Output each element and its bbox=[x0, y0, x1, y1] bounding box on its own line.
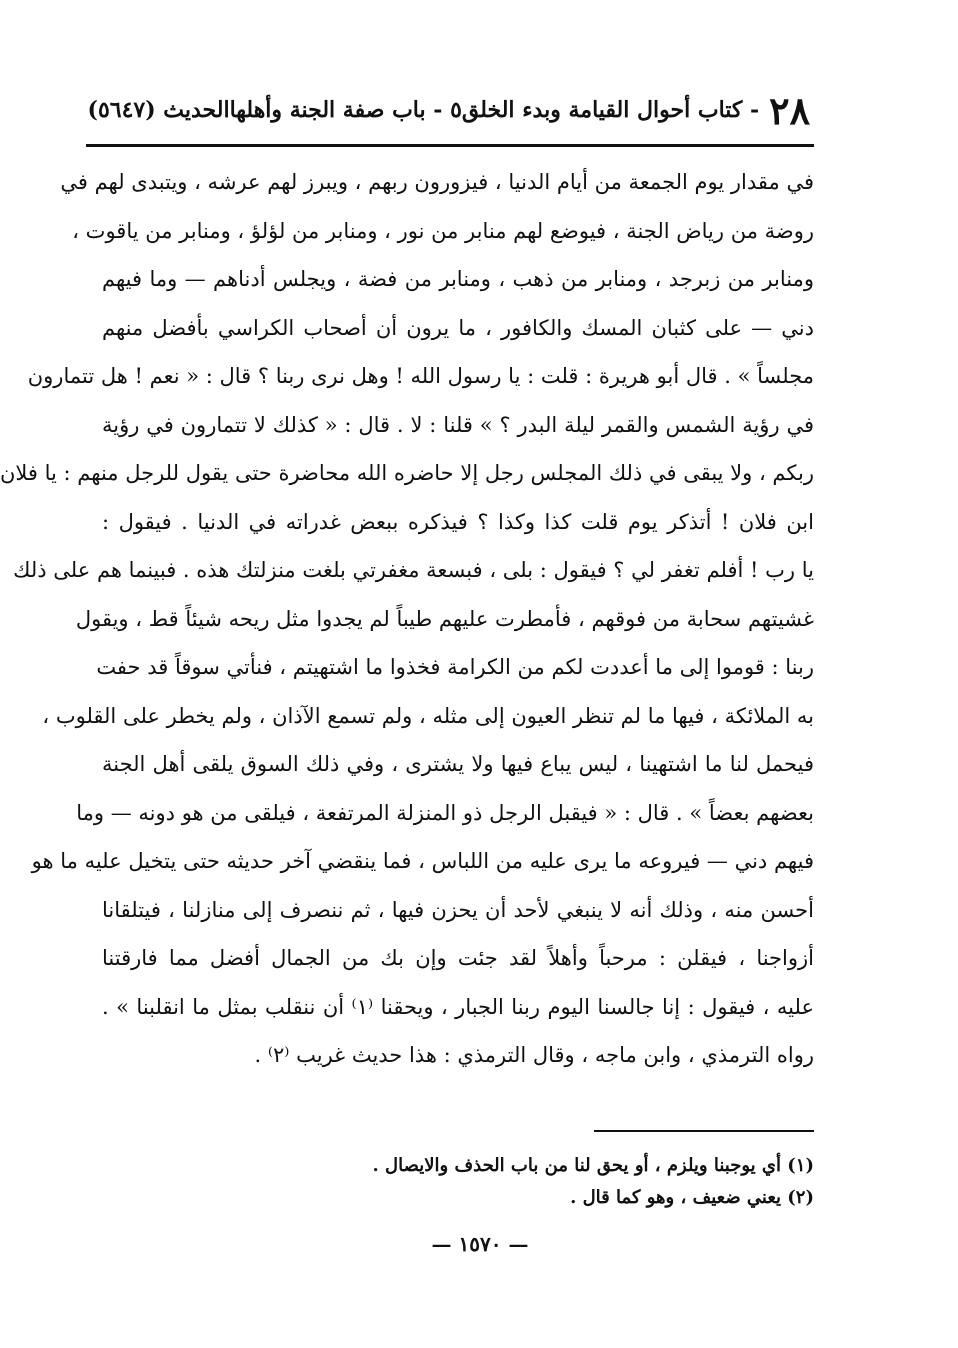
text-line: ربكم ، ولا يبقى في ذلك المجلس رجل إلا حاضره الله محاضرة حتى يقول للرجل منهم : يا فلان bbox=[0, 461, 814, 485]
footnotes bbox=[214, 1150, 814, 1214]
main-text bbox=[0, 158, 814, 1080]
text-line: ابن فلان ! أتذكر يوم قلت كذا وكذا ؟ فيذكره ببعض غدراته في الدنيا . فيقول : bbox=[102, 509, 814, 534]
footnote-1: (١) أي يوجبنا ويلزم ، أو يحق لنا من باب الحذف والايصال . bbox=[372, 1155, 814, 1176]
text-line: يا رب ! أفلم تغفر لي ؟ فيقول : بلى ، فبسعة مغفرتي بلغت منزلتك هذه . فبينما هم على ذلك bbox=[13, 558, 814, 582]
text-line: رواه الترمذي ، وابن ماجه ، وقال الترمذي : هذا حديث غريب ⁽٢⁾ . bbox=[254, 1043, 814, 1067]
section-title: ٥ - باب صفة الجنة وأهلها bbox=[229, 97, 462, 123]
text-line: فيحمل لنا ما اشتهينا ، ليس يباع فيها ولا يشترى ، وفي ذلك السوق يلقى أهل الجنة bbox=[102, 752, 814, 776]
header-divider bbox=[86, 144, 814, 147]
text-line: في مقدار يوم الجمعة من أيام الدنيا ، فيزورون ربهم ، ويبرز لهم عرشه ، ويتبدى لهم في bbox=[60, 170, 814, 194]
chapter-title: - كتاب أحوال القيامة وبدء الخلق bbox=[461, 97, 760, 123]
text-line: في رؤية الشمس والقمر ليلة البدر ؟ » قلنا : لا . قال : « كذلك لا تتمارون في رؤية bbox=[102, 412, 814, 437]
text-line: مجلساً » . قال أبو هريرة : قلت : يا رسول الله ! وهل نرى ربنا ؟ قال : « نعم ! هل تتمارون bbox=[27, 364, 814, 388]
text-line: فيهم دني — فيروعه ما يرى عليه من اللباس ، فما ينقضي آخر حديثه حتى يتخيل عليه ما هو bbox=[31, 849, 814, 873]
text-line: أزواجنا ، فيقلن : مرحباً وأهلاً لقد جئت وإن بك من الجمال أفضل مما فارقتنا bbox=[102, 946, 814, 970]
text-line: أحسن منه ، وذلك أنه لا ينبغي لأحد أن يحزن فيها ، ثم ننصرف إلى منازلنا ، فيتلقانا bbox=[102, 897, 814, 922]
text-line: ومنابر من زبرجد ، ومنابر من ذهب ، ومنابر من فضة ، ويجلس أدناهم — وما فيهم bbox=[102, 267, 814, 291]
text-line: ربنا : قوموا إلى ما أعددت لكم من الكرامة فخذوا ما اشتهيتم ، فنأتي سوقاً قد حفت bbox=[96, 655, 814, 679]
text-line: غشيتهم سحابة من فوقهم ، فأمطرت عليهم طيباً لم يجدوا مثل ريحه شيئاً قط ، ويقول bbox=[75, 606, 814, 631]
footnote-divider bbox=[594, 1130, 814, 1132]
text-line: به الملائكة ، فيها ما لم تنظر العيون إلى مثله ، ولم تسمع الآذان ، ولم يخطر على القلوب ، bbox=[42, 703, 814, 728]
text-line: روضة من رياض الجنة ، فيوضع لهم منابر من نور ، ومنابر من لؤلؤ ، ومنابر من ياقوت ، bbox=[72, 218, 814, 243]
footnote-2: (٢) يعني ضعيف ، وهو كما قال . bbox=[570, 1187, 814, 1208]
chapter-number: ٢٨ bbox=[769, 87, 810, 133]
page-number: — ١٥٧٠ — bbox=[431, 1232, 529, 1256]
text-line: عليه ، فيقول : إنا جالسنا اليوم ربنا الجبار ، ويحقنا ⁽١⁾ أن ننقلب بمثل ما انقلبنا » . bbox=[102, 994, 814, 1019]
header-chapter bbox=[462, 88, 810, 133]
book-page bbox=[2, 0, 958, 1348]
text-line: بعضهم بعضاً » . قال : « فيقبل الرجل ذو المنزلة المرتفعة ، فيلقى من هو دونه — وما bbox=[76, 800, 814, 825]
running-header bbox=[87, 86, 810, 134]
hadith-reference: الحديث (٥٦٤٧) bbox=[87, 97, 230, 123]
text-line: دني — على كثبان المسك والكافور ، ما يرون أن أصحاب الكراسي بأفضل منهم bbox=[102, 315, 814, 340]
